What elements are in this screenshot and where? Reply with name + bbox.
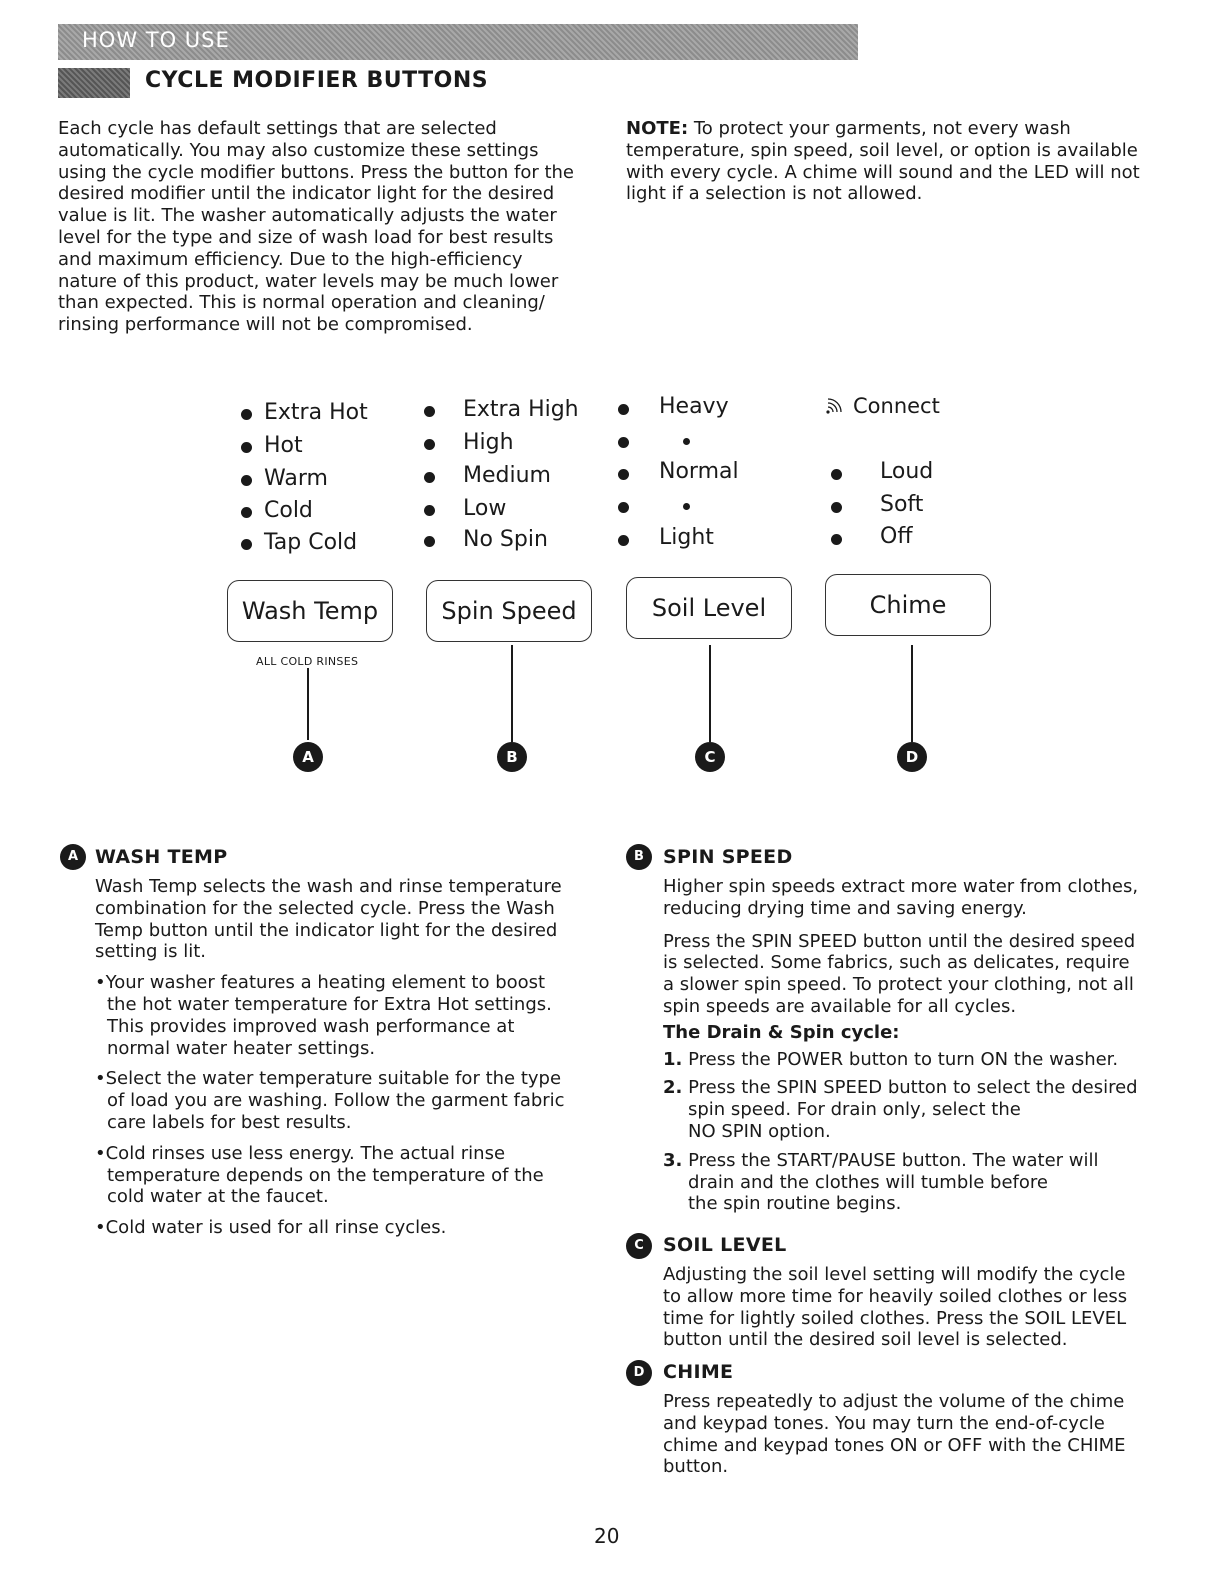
option-low: Low bbox=[463, 496, 507, 521]
text-line: is selected. Some fabrics, such as delicates, require bbox=[663, 952, 1130, 974]
note-line: light if a selection is not allowed. bbox=[626, 183, 923, 205]
text-line: button. bbox=[663, 1456, 729, 1478]
indicator-light bbox=[618, 437, 629, 448]
step-row bbox=[663, 1077, 1173, 1099]
indicator-light bbox=[424, 505, 435, 516]
indicator-light bbox=[618, 502, 629, 513]
step-text: drain and the clothes will tumble before bbox=[688, 1171, 1048, 1193]
step-text: the spin routine begins. bbox=[688, 1193, 902, 1215]
indicator-light bbox=[241, 409, 252, 420]
text-line: setting is lit. bbox=[95, 941, 207, 963]
text-line: and keypad tones. You may turn the end-of-cycle bbox=[663, 1412, 1105, 1434]
text-line: chime and keypad tones ON or OFF with the CHIME bbox=[663, 1434, 1126, 1456]
indicator-light bbox=[424, 536, 435, 547]
bullet-line: the hot water temperature for Extra Hot settings. bbox=[107, 993, 552, 1015]
marker-a: A bbox=[60, 844, 86, 870]
indicator-light bbox=[618, 469, 629, 480]
text-line: reducing drying time and saving energy. bbox=[663, 897, 1027, 919]
bullet-line: This provides improved wash performance at bbox=[107, 1015, 515, 1037]
soil-level-heading: SOIL LEVEL bbox=[663, 1234, 787, 1256]
option-loud: Loud bbox=[880, 459, 934, 484]
wash-temp-button[interactable]: Wash Temp bbox=[227, 580, 393, 642]
spin-speed-body bbox=[663, 876, 1173, 1215]
step-number: 1. bbox=[663, 1048, 683, 1070]
option-warm: Warm bbox=[264, 466, 328, 491]
marker-d: D bbox=[897, 742, 927, 772]
option-light: Light bbox=[659, 525, 714, 550]
option-extra-high: Extra High bbox=[463, 397, 579, 422]
bullet-line: •Your washer features a heating element to boost bbox=[95, 972, 546, 994]
spin-speed-heading: SPIN SPEED bbox=[663, 846, 793, 868]
step-text: spin speed. For drain only, select the bbox=[688, 1099, 1021, 1121]
intro-line: value is lit. The washer automatically adjusts the water bbox=[58, 205, 557, 227]
option-off: Off bbox=[880, 524, 913, 549]
step-row bbox=[663, 1049, 1173, 1071]
marker-b: B bbox=[497, 742, 527, 772]
wifi-icon bbox=[822, 396, 846, 424]
chime-button[interactable]: Chime bbox=[825, 574, 991, 636]
bullet-line: normal water heater settings. bbox=[107, 1037, 376, 1059]
indicator-light bbox=[424, 472, 435, 483]
bullet-line: •Cold rinses use less energy. The actual rinse bbox=[95, 1142, 506, 1164]
option-high: High bbox=[463, 430, 514, 455]
step-number: 3. bbox=[663, 1149, 683, 1171]
intro-line: rinsing performance will not be compromised. bbox=[58, 314, 473, 336]
leader-line bbox=[307, 668, 309, 740]
marker-c: C bbox=[626, 1233, 652, 1259]
indicator-light bbox=[618, 404, 629, 415]
option-hot: Hot bbox=[264, 433, 303, 458]
marker-c: C bbox=[695, 742, 725, 772]
intro-line: automatically. You may also customize these settings bbox=[58, 139, 539, 161]
note-text: To protect your garments, not every wash bbox=[693, 118, 1071, 139]
option-tap-cold: Tap Cold bbox=[264, 530, 358, 555]
option-cold: Cold bbox=[264, 498, 313, 523]
bullet-line: care labels for best results. bbox=[107, 1111, 352, 1133]
step-text: Press the SPIN SPEED button to select the desired bbox=[688, 1077, 1138, 1099]
intro-line: than expected. This is normal operation and cleaning/ bbox=[58, 292, 545, 314]
note-line: with every cycle. A chime will sound and the LED will not bbox=[626, 161, 1140, 183]
wifi-icon-graphic bbox=[822, 396, 846, 416]
note-label: NOTE: bbox=[626, 118, 689, 139]
soil-level-body bbox=[663, 1264, 1173, 1351]
section-title: CYCLE MODIFIER BUTTONS bbox=[145, 68, 489, 93]
intro-line: Each cycle has default settings that are selected bbox=[58, 118, 497, 139]
text-line: Higher spin speeds extract more water from clothes, bbox=[663, 876, 1139, 897]
text-line: spin speeds are available for all cycles. bbox=[663, 995, 1017, 1017]
option-normal: Normal bbox=[659, 459, 739, 484]
option-heavy: Heavy bbox=[659, 394, 729, 419]
bullet-line: temperature depends on the temperature of the bbox=[107, 1164, 544, 1186]
option-soft: Soft bbox=[880, 492, 924, 517]
indicator-light bbox=[241, 507, 252, 518]
text-line: Press the SPIN SPEED button until the desired speed bbox=[663, 930, 1136, 952]
intro-line: using the cycle modifier buttons. Press the button for the bbox=[58, 161, 575, 183]
bullet-line: •Select the water temperature suitable for the type bbox=[95, 1068, 562, 1090]
wash-temp-heading: WASH TEMP bbox=[95, 846, 228, 868]
indicator-light bbox=[241, 475, 252, 486]
step-text: Press the START/PAUSE button. The water will bbox=[688, 1149, 1099, 1171]
indicator-light bbox=[831, 469, 842, 480]
text-line: Adjusting the soil level setting will modify the cycle bbox=[663, 1264, 1126, 1285]
intermediate-level-dot bbox=[683, 438, 690, 445]
text-line: button until the desired soil level is selected. bbox=[663, 1329, 1068, 1351]
indicator-light bbox=[831, 534, 842, 545]
banner-title: HOW TO USE bbox=[82, 28, 230, 52]
soil-level-button[interactable]: Soil Level bbox=[626, 577, 792, 639]
bullet-line: of load you are washing. Follow the garment fabric bbox=[107, 1090, 565, 1112]
marker-a: A bbox=[293, 742, 323, 772]
connect-label: Connect bbox=[853, 394, 940, 418]
bullet-line: •Cold water is used for all rinse cycles. bbox=[95, 1217, 447, 1239]
wash-temp-body bbox=[95, 876, 595, 1239]
indicator-light bbox=[831, 502, 842, 513]
indicator-light bbox=[241, 442, 252, 453]
chime-heading: CHIME bbox=[663, 1361, 734, 1383]
text-line: to allow more time for heavily soiled clothes or less bbox=[663, 1285, 1128, 1307]
step-row bbox=[663, 1150, 1173, 1172]
drain-spin-subheading: The Drain & Spin cycle: bbox=[663, 1021, 900, 1043]
note-paragraph bbox=[626, 118, 1186, 205]
option-no-spin: No Spin bbox=[463, 527, 548, 552]
text-line: Temp button until the indicator light for the desired bbox=[95, 919, 558, 941]
step-number: 2. bbox=[663, 1077, 683, 1099]
note-line: temperature, spin speed, soil level, or option is available bbox=[626, 139, 1138, 161]
leader-line bbox=[709, 645, 711, 742]
intro-line: nature of this product, water levels may be much lower bbox=[58, 270, 559, 292]
indicator-light bbox=[241, 539, 252, 550]
page-number: 20 bbox=[594, 1524, 620, 1548]
text-line: Press repeatedly to adjust the volume of the chime bbox=[663, 1391, 1125, 1412]
text-line: Wash Temp selects the wash and rinse temperature bbox=[95, 876, 562, 897]
leader-line bbox=[911, 645, 913, 742]
intro-line: and maximum efficiency. Due to the high-efficiency bbox=[58, 248, 523, 270]
indicator-light bbox=[424, 406, 435, 417]
intermediate-level-dot bbox=[683, 503, 690, 510]
section-marker-block bbox=[58, 68, 130, 98]
indicator-light bbox=[424, 439, 435, 450]
marker-d: D bbox=[626, 1360, 652, 1386]
step-text: NO SPIN option. bbox=[688, 1120, 831, 1142]
note-first-line bbox=[626, 118, 1186, 140]
marker-b: B bbox=[626, 844, 652, 870]
option-extra-hot: Extra Hot bbox=[264, 400, 368, 425]
section-banner bbox=[58, 24, 858, 60]
intro-line: level for the type and size of wash load for best results bbox=[58, 226, 554, 248]
intro-paragraph bbox=[58, 118, 598, 336]
intro-line: desired modifier until the indicator light for the desired bbox=[58, 183, 555, 205]
option-medium: Medium bbox=[463, 463, 551, 488]
bullet-line: cold water at the faucet. bbox=[107, 1186, 329, 1208]
text-line: time for lightly soiled clothes. Press the SOIL LEVEL bbox=[663, 1307, 1127, 1329]
leader-line bbox=[511, 645, 513, 742]
text-line: a slower spin speed. To protect your clothing, not all bbox=[663, 974, 1134, 996]
indicator-light bbox=[618, 535, 629, 546]
text-line: combination for the selected cycle. Press the Wash bbox=[95, 897, 555, 919]
chime-body bbox=[663, 1391, 1173, 1478]
all-cold-rinses-label: ALL COLD RINSES bbox=[256, 655, 359, 668]
step-text: Press the POWER button to turn ON the washer. bbox=[688, 1048, 1119, 1070]
spin-speed-button[interactable]: Spin Speed bbox=[426, 580, 592, 642]
